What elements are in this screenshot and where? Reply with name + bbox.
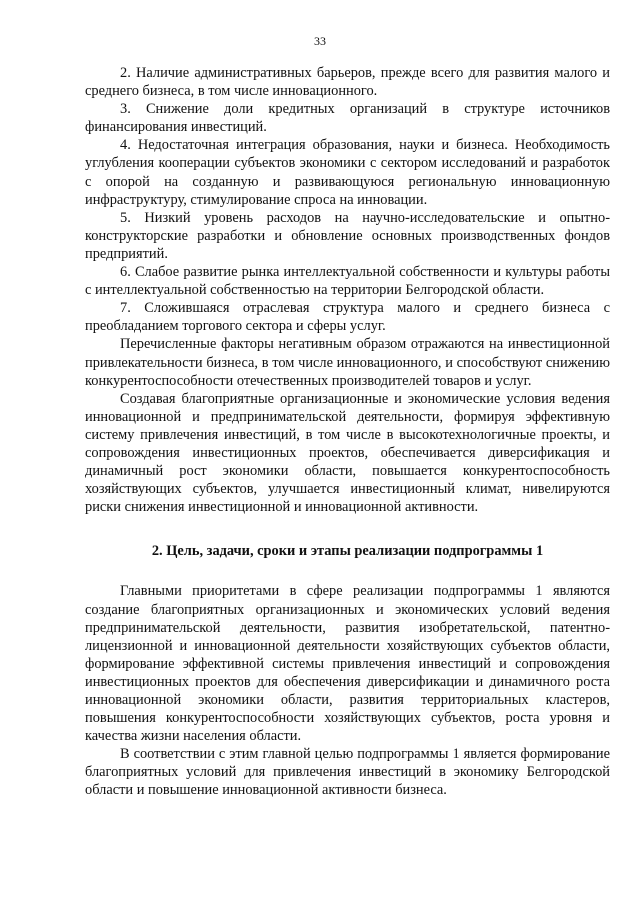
document-body [85, 64, 610, 800]
paragraph-credit-share: 3. Снижение доли кредитных организаций в структуре источников финансирования инвестиций. [85, 101, 610, 136]
paragraph-ip-market: 6. Слабое развитие рынка интеллектуальной собственности и культуры работы с интеллектуальной собственностью на территории Белгородской области. [85, 264, 610, 299]
paragraph-sector-structure: 7. Сложившаяся отраслевая структура малого и среднего бизнеса с преобладанием торгового сектора и сферы услуг. [85, 300, 610, 335]
section-heading: 2. Цель, задачи, сроки и этапы реализации подпрограммы 1 [151, 543, 544, 560]
paragraph-barriers: 2. Наличие административных барьеров, прежде всего для развития малого и среднего бизнеса, в том числе инновационного. [85, 65, 610, 100]
paragraph-priorities: Главными приоритетами в сфере реализации подпрограммы 1 являются создание благоприятных организационных и экономических условий ведения предпринимательской деятельности, развития изобретательской, патентно-лицензионной и инновационной деятельности хозяйствующих субъектов области, формирование эффективной системы привлечения инвестиций и сопровождения инвестиционных проектов для обеспечения диверсификации и динамичного роста инновационной экономики области, развития территориальных кластеров, повышения конкурентоспособности хозяйствующих субъектов, роста уровня и качества жизни населения области. [85, 583, 610, 745]
paragraph-integration: 4. Недостаточная интеграция образования, науки и бизнеса. Необходимость углубления кооперации субъектов экономики с сектором исследований и разработок с опорой на созданную и развивающуюся региональную инновационную инфраструктуру, стимулирование спроса на инновации. [85, 137, 610, 208]
paragraph-factors-summary: Перечисленные факторы негативным образом отражаются на инвестиционной привлекательности бизнеса, в том числе инновационного, и способствуют снижению конкурентоспособности отечественных производителей товаров и услуг. [85, 336, 610, 389]
paragraph-main-goal: В соответствии с этим главной целью подпрограммы 1 является формирование благоприятных условий для привлечения инвестиций в экономику Белгородской области и повышение инновационной активности бизнеса. [85, 746, 610, 799]
paragraph-favorable-conditions: Создавая благоприятные организационные и экономические условия ведения инновационной и предпринимательской деятельности, формируя эффективную систему привлечения инвестиций, в том числе в высокотехнологичные проекты, и сопровождения инвестиционных проектов, обеспечивается диверсификация и динамичный рост экономики области, повышается конкурентоспособность хозяйствующих субъектов, улучшается инвестиционный климат, нивелируются риски снижения инвестиционной и инновационной активности. [85, 390, 610, 516]
page-number: 33 [314, 34, 326, 48]
paragraph-rd-spending: 5. Низкий уровень расходов на научно-исследовательские и опытно-конструкторские разработки и обновление основных производственных фондов предприятий. [85, 209, 610, 262]
